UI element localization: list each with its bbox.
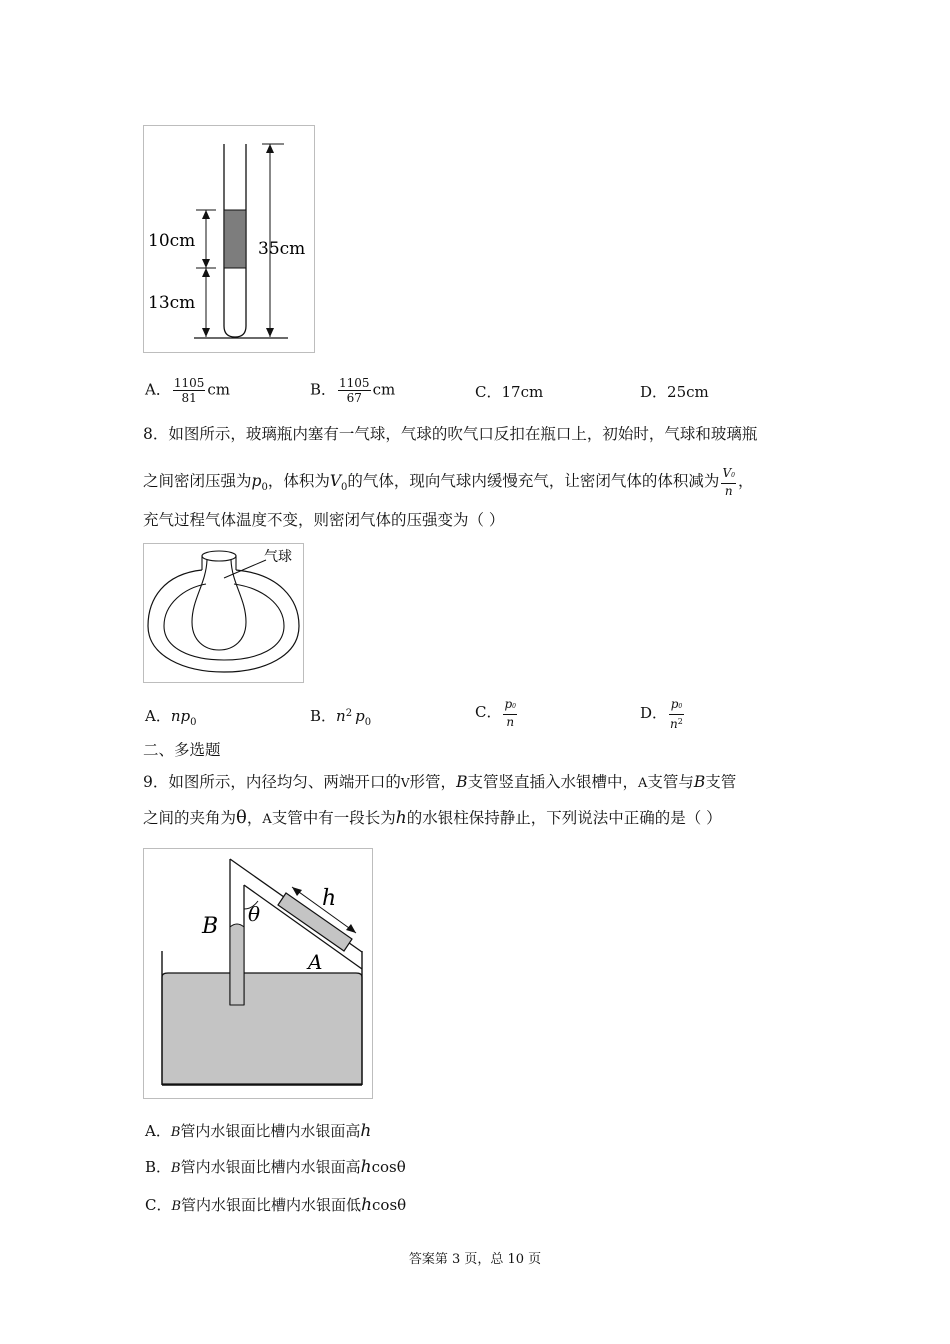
fraction: $\frac{p0}{n^2}$ [670, 697, 683, 731]
label-a: A [308, 950, 323, 974]
option-key: A． [145, 380, 171, 399]
q7-option-b: B． $\frac{1105}{67}$ cm [310, 376, 396, 405]
option-key: A． [145, 1122, 171, 1140]
figure-v-tube [143, 848, 373, 1099]
q8-line-1: 8．如图所示，玻璃瓶内塞有一气球，气球的吹气口反扣在瓶口上，初始时，气球和玻璃瓶 [143, 425, 758, 443]
label-b: B [202, 914, 219, 939]
q9-option-a: A．B管内水银面比槽内水银面高h [145, 1121, 372, 1141]
label-13cm: 13cm [148, 293, 196, 313]
option-key: D． [640, 704, 668, 722]
q9-option-c: C．B管内水银面比槽内水银面低hcosθ [145, 1195, 407, 1215]
q7-option-c: C．17cm [475, 383, 544, 401]
q8-option-b: B．$n^2$ $p_0$ [310, 707, 372, 728]
section-heading-multiple-choice: 二、多选题 [143, 741, 221, 759]
fraction: $\frac{1105}{67}$ [339, 376, 370, 405]
label-10cm: 10cm [148, 231, 196, 251]
option-key: B． [145, 1158, 172, 1176]
fraction-v0-over-n: $\frac{V0}{n}$ [722, 466, 735, 498]
option-key: B． [310, 707, 337, 725]
q8-line-3: 充气过程气体温度不变，则密闭气体的压强变为（ ） [143, 511, 505, 529]
label-35cm: 35cm [258, 239, 306, 259]
q7-option-a: A． $\frac{1105}{81}$ cm [145, 376, 231, 405]
v-tube-diagram [144, 849, 372, 1098]
option-key: A． [145, 707, 171, 725]
q8-option-c [475, 697, 519, 729]
page-footer: 答案第 3 页，总 10 页 [408, 1252, 542, 1267]
label-theta: θ [248, 902, 261, 926]
figure-test-tube [143, 125, 315, 353]
fraction: $\frac{1105}{81}$ [173, 376, 205, 405]
q9-line-2: 之间的夹角为θ，A支管中有一段长为h的水银柱保持静止，下列说法中正确的是（ ） [143, 807, 722, 828]
q8-option-d [640, 697, 686, 731]
option-key: B． [310, 380, 337, 399]
option-key: C． [475, 703, 502, 721]
bottle-balloon-diagram [144, 544, 303, 682]
q8-option-a: A．$np_0$ [145, 707, 197, 728]
figure-bottle-balloon [143, 543, 304, 683]
option-key: C． [475, 383, 502, 401]
test-tube-diagram [144, 126, 314, 352]
q9-line-1: 9．如图所示，内径均匀、两端开口的V形管，B支管竖直插入水银槽中，A支管与B支管 [143, 773, 737, 791]
q7-option-d: D．25cm [640, 383, 709, 401]
option-key: D． [640, 383, 668, 401]
q8-line-2: 之间密闭压强为$p_0$，体积为$V_0$的气体，现向气球内缓慢充气，让密闭气体的体积减为 $\frac{V0}{n}$ ， [143, 466, 754, 498]
label-balloon: 气球 [264, 549, 292, 565]
label-h: h [322, 886, 337, 911]
q9-option-b: B．B管内水银面比槽内水银面高hcosθ [145, 1157, 406, 1177]
option-key: C． [145, 1196, 172, 1214]
fraction: $\frac{p0}{n}$ [504, 697, 516, 729]
